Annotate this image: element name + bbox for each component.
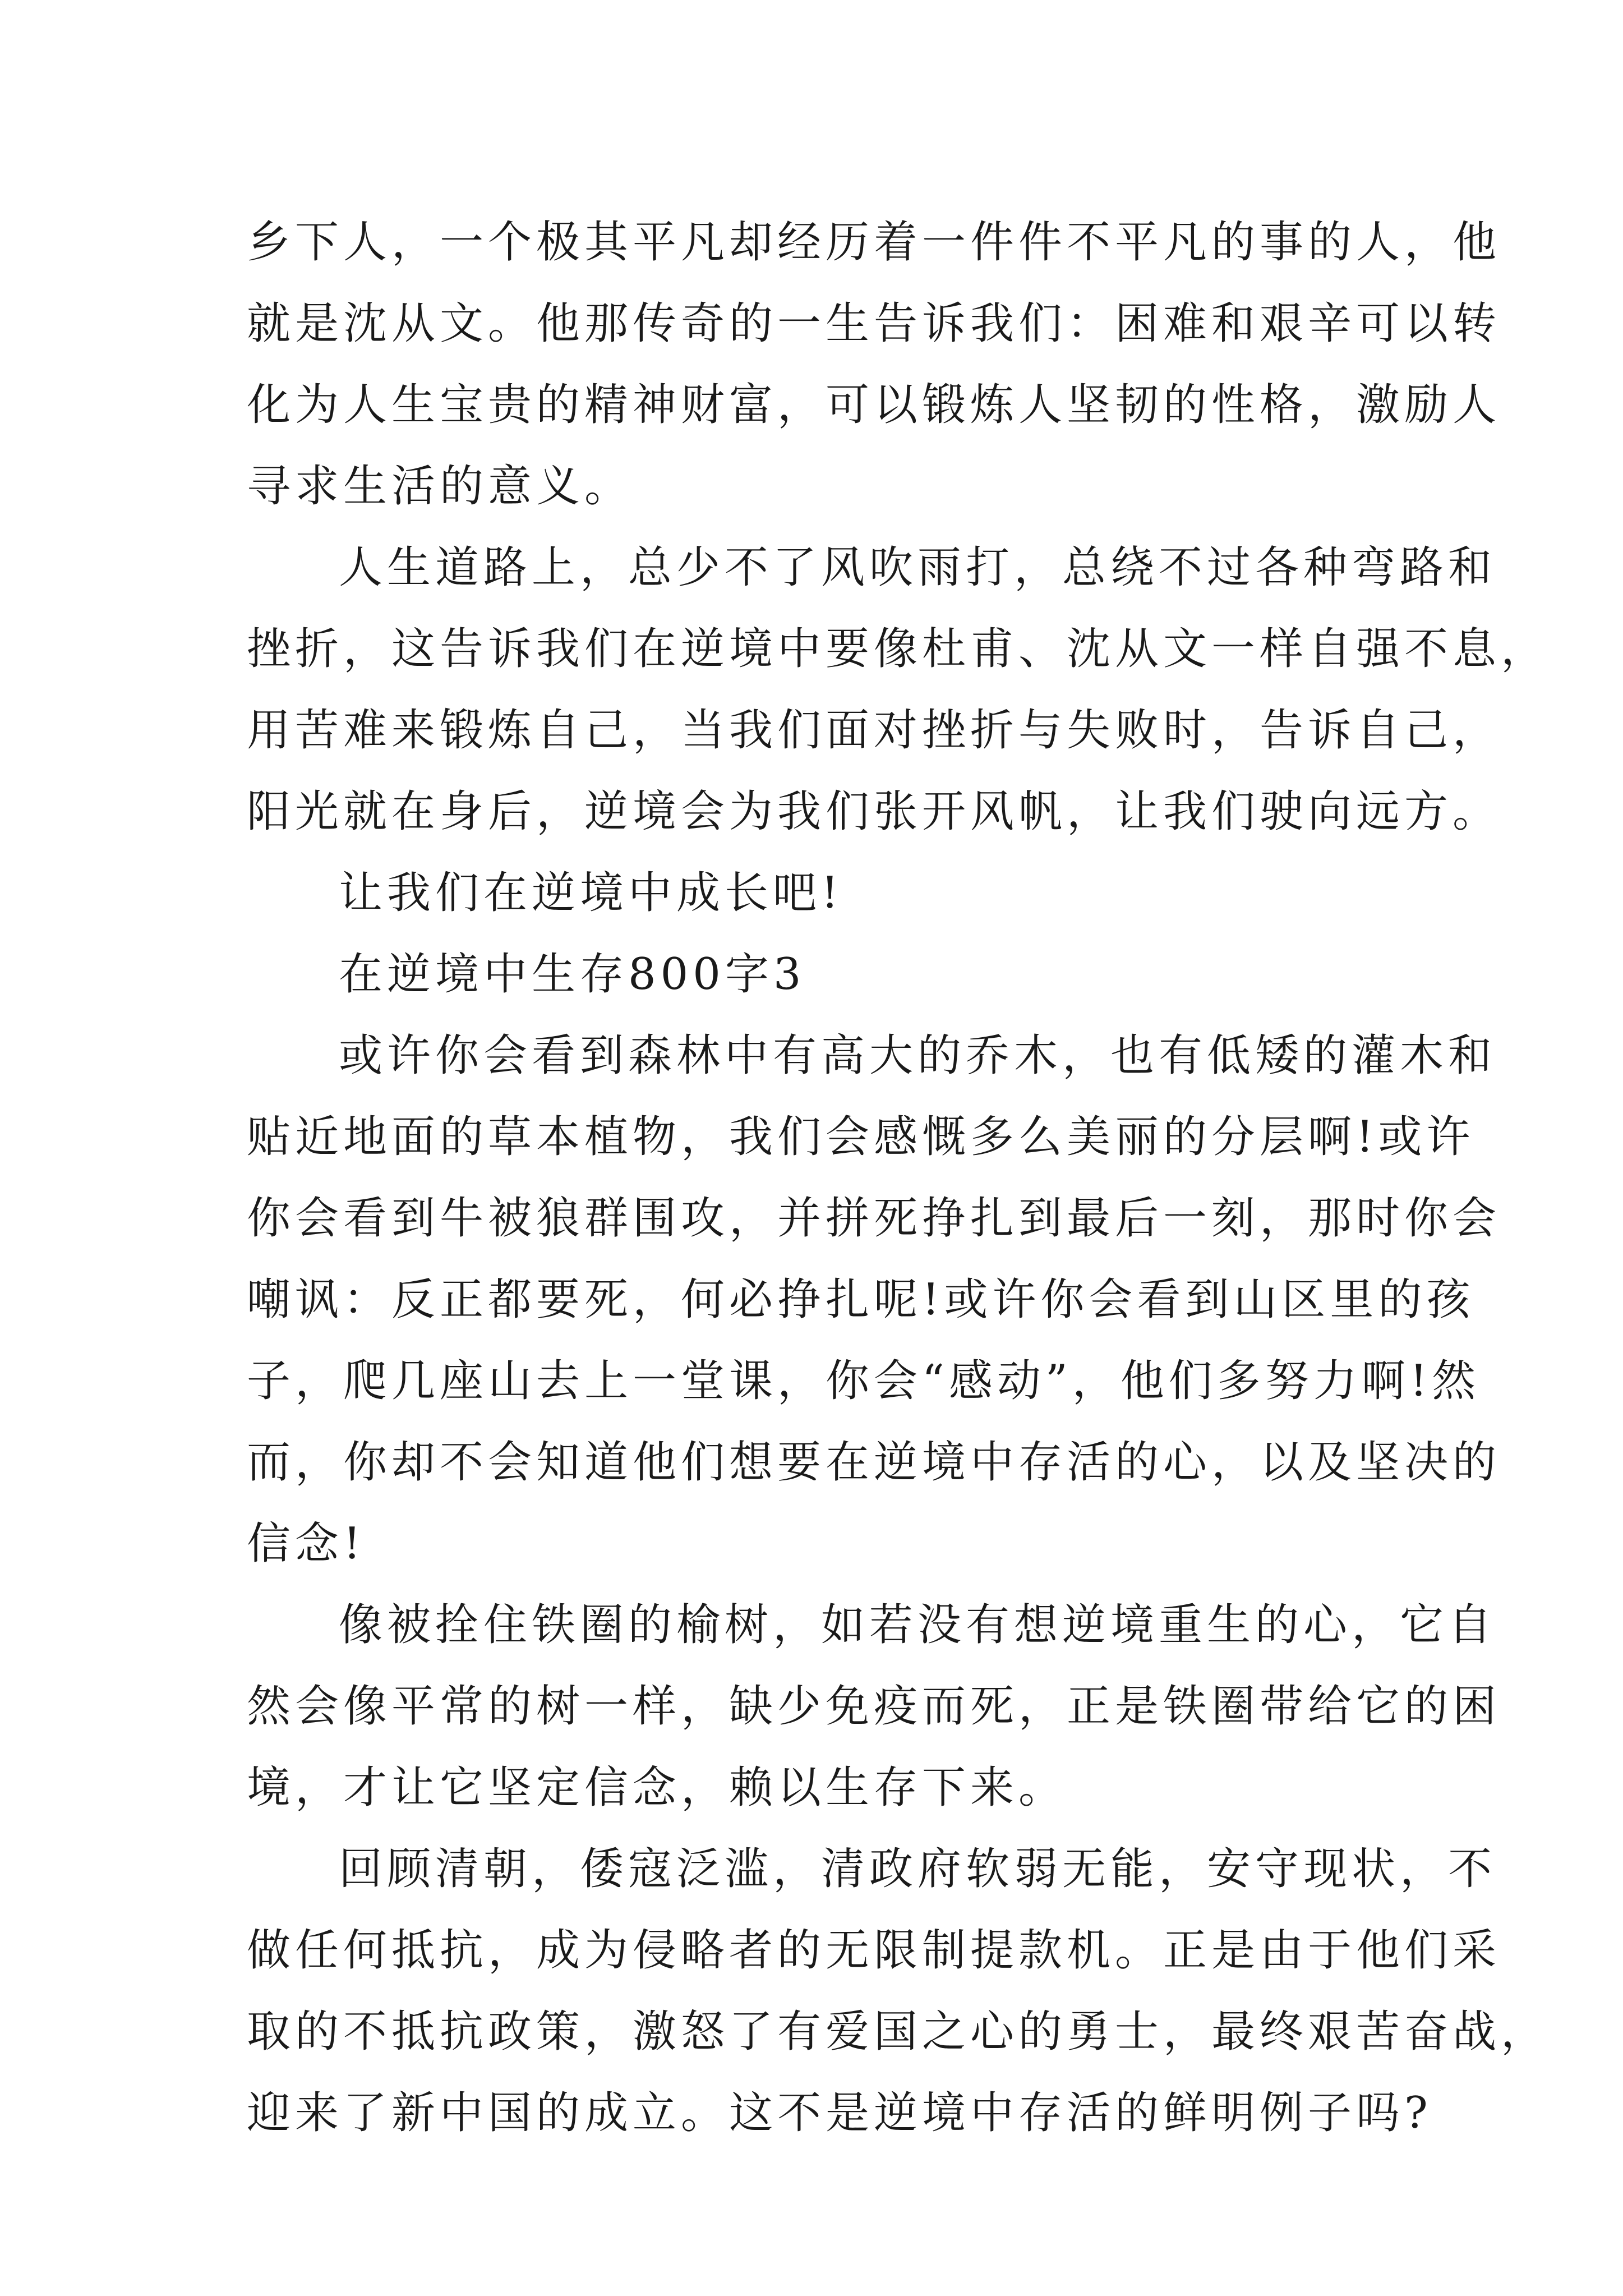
- text-line: 子，爬几座山去上一堂课，你会“感动”，他们多努力啊!然: [247, 1356, 1481, 1406]
- text-line: 阳光就在身后，逆境会为我们张开风帆，让我们驶向远方。: [247, 786, 1501, 837]
- text-line: 迎来了新中国的成立。这不是逆境中存活的鲜明例子吗?: [247, 2088, 1432, 2138]
- text-line: 而，你却不会知道他们想要在逆境中存活的心，以及坚决的: [247, 1437, 1501, 1488]
- text-line: 然会像平常的树一样，缺少免疫而死，正是铁圈带给它的困: [247, 1681, 1501, 1732]
- text-line: 嘲讽：反正都要死，何必挣扎呢!或许你会看到山区里的孩: [247, 1274, 1475, 1325]
- text-line: 回顾清朝，倭寇泛滥，清政府软弱无能，安守现状，不: [339, 1844, 1497, 1894]
- text-line: 你会看到牛被狼群围攻，并拼死挣扎到最后一刻，那时你会: [247, 1193, 1501, 1244]
- text-line: 就是沈从文。他那传奇的一生告诉我们：困难和艰辛可以转: [247, 298, 1501, 349]
- text-line: 像被拴住铁圈的榆树，如若没有想逆境重生的心，它自: [339, 1600, 1497, 1650]
- text-line: 境，才让它坚定信念，赖以生存下来。: [247, 1763, 1067, 1813]
- text-line: 化为人生宝贵的精神财富，可以锻炼人坚韧的性格，激励人: [247, 380, 1501, 430]
- text-line: 取的不抵抗政策，激怒了有爱国之心的勇士，最终艰苦奋战，: [247, 2007, 1550, 2057]
- text-line: 乡下人，一个极其平凡却经历着一件件不平凡的事的人，他: [247, 217, 1501, 268]
- text-line: 人生道路上，总少不了风吹雨打，总绕不过各种弯路和: [339, 542, 1497, 593]
- text-line: 在逆境中生存800字3: [339, 949, 806, 1000]
- text-line: 做任何抵抗，成为侵略者的无限制提款机。正是由于他们采: [247, 1925, 1501, 1976]
- text-line: 贴近地面的草本植物，我们会感慨多么美丽的分层啊!或许: [247, 1112, 1475, 1162]
- document-body: [247, 202, 1550, 2154]
- text-line: 或许你会看到森林中有高大的乔木，也有低矮的灌木和: [339, 1030, 1497, 1081]
- text-line: 用苦难来锻炼自己，当我们面对挫折与失败时，告诉自己，: [247, 705, 1501, 756]
- text-line: 寻求生活的意义。: [247, 461, 633, 512]
- text-line: 信念!: [247, 1519, 366, 1569]
- text-line: 让我们在逆境中成长吧!: [339, 868, 843, 918]
- text-line: 挫折，这告诉我们在逆境中要像杜甫、沈从文一样自强不息，: [247, 624, 1550, 674]
